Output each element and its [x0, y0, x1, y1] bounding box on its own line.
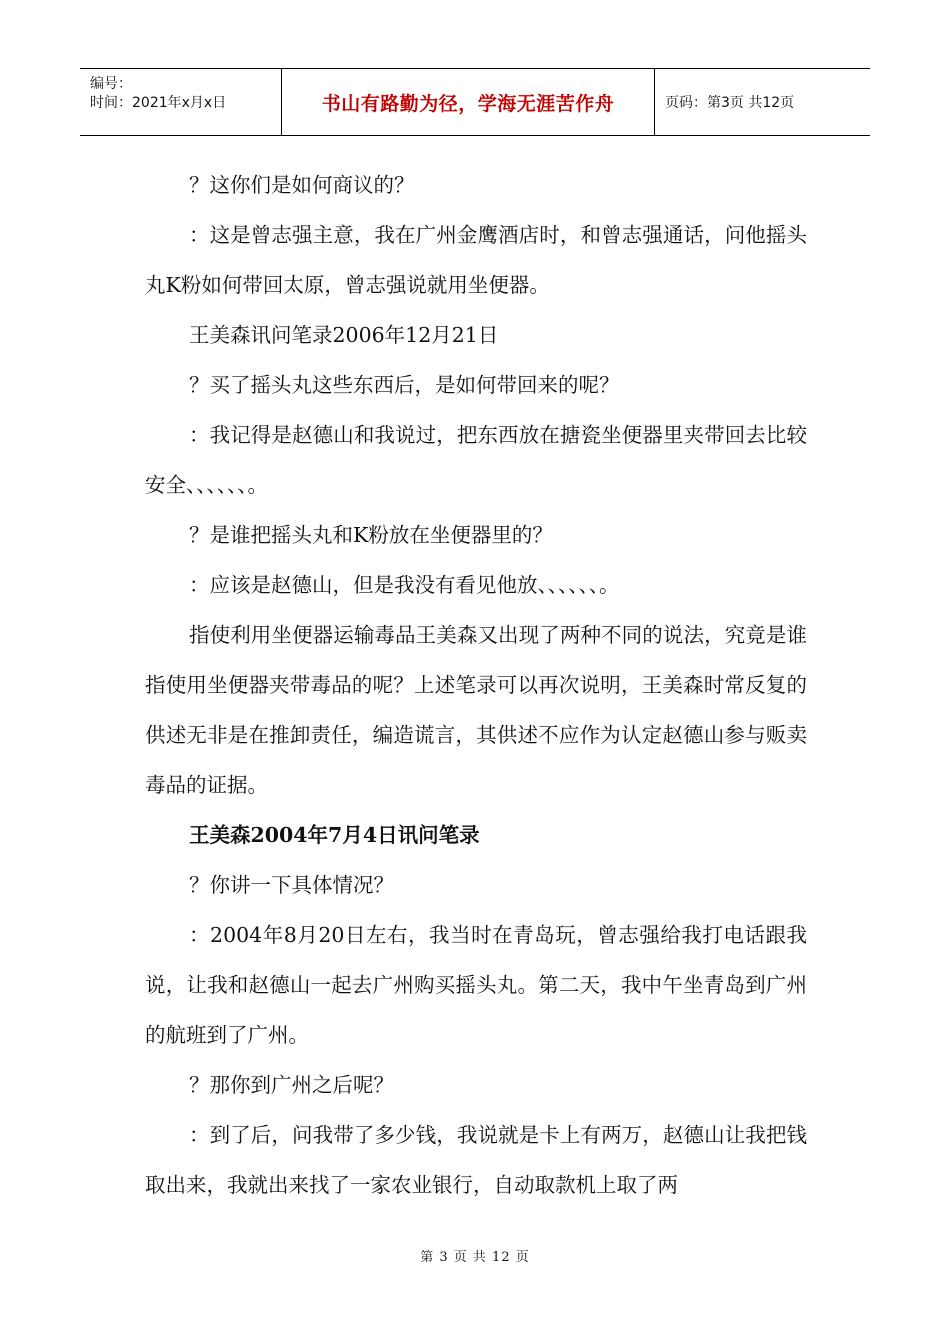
paragraph: ：到了后，问我带了多少钱，我说就是卡上有两万，赵德山让我把钱取出来，我就出来找了一家农业银行，自动取款机上取了两: [145, 1123, 807, 1197]
document-body: [145, 160, 807, 1210]
paragraph: ：2004年8月20日左右，我当时在青岛玩，曾志强给我打电话跟我说，让我和赵德山一起去广州购买摇头丸。第二天，我中午坐青岛到广州的航班到了广州。: [145, 923, 807, 1047]
header-meta-cell: [80, 69, 282, 135]
header-motto: 书山有路勤为径，学海无涯苦作舟: [282, 69, 655, 135]
paragraph: ：应该是赵德山，但是我没有看见他放、、、、、、。: [189, 573, 620, 597]
paragraph: ：我记得是赵德山和我说过，把东西放在搪瓷坐便器里夹带回去比较安全、、、、、、。: [145, 423, 807, 497]
paragraph: ？这你们是如何商议的？: [189, 173, 415, 197]
paragraph: ：这是曾志强主意，我在广州金鹰酒店时，和曾志强通话，问他摇头丸K粉如何带回太原，曾志强说就用坐便器。: [145, 223, 807, 297]
paragraph: 指使利用坐便器运输毒品王美森又出现了两种不同的说法，究竟是谁指使用坐便器夹带毒品的呢？上述笔录可以再次说明，王美森时常反复的供述无非是在推卸责任，编造谎言，其供述不应作为认定赵德山参与贩卖毒品的证据。: [145, 623, 807, 797]
paragraph: 王美森讯问笔录2006年12月21日: [189, 323, 499, 347]
page-header: [80, 68, 870, 136]
page-footer: 第 3 页 共 12 页: [420, 1250, 530, 1265]
paragraph: ？买了摇头丸这些东西后，是如何带回来的呢？: [189, 373, 620, 397]
paragraph: ？那你到广州之后呢？: [189, 1073, 394, 1097]
paragraph: ？是谁把摇头丸和K粉放在坐便器里的？: [189, 523, 553, 547]
paragraph: ？你讲一下具体情况？: [189, 873, 394, 897]
document-date-label: 时间：2021年x月x日: [90, 95, 227, 111]
section-heading: 王美森2004年7月4日讯问笔录: [189, 823, 480, 847]
header-page-info: 页码：第3页 共12页: [665, 95, 795, 111]
document-number-label: 编号：: [90, 76, 132, 92]
